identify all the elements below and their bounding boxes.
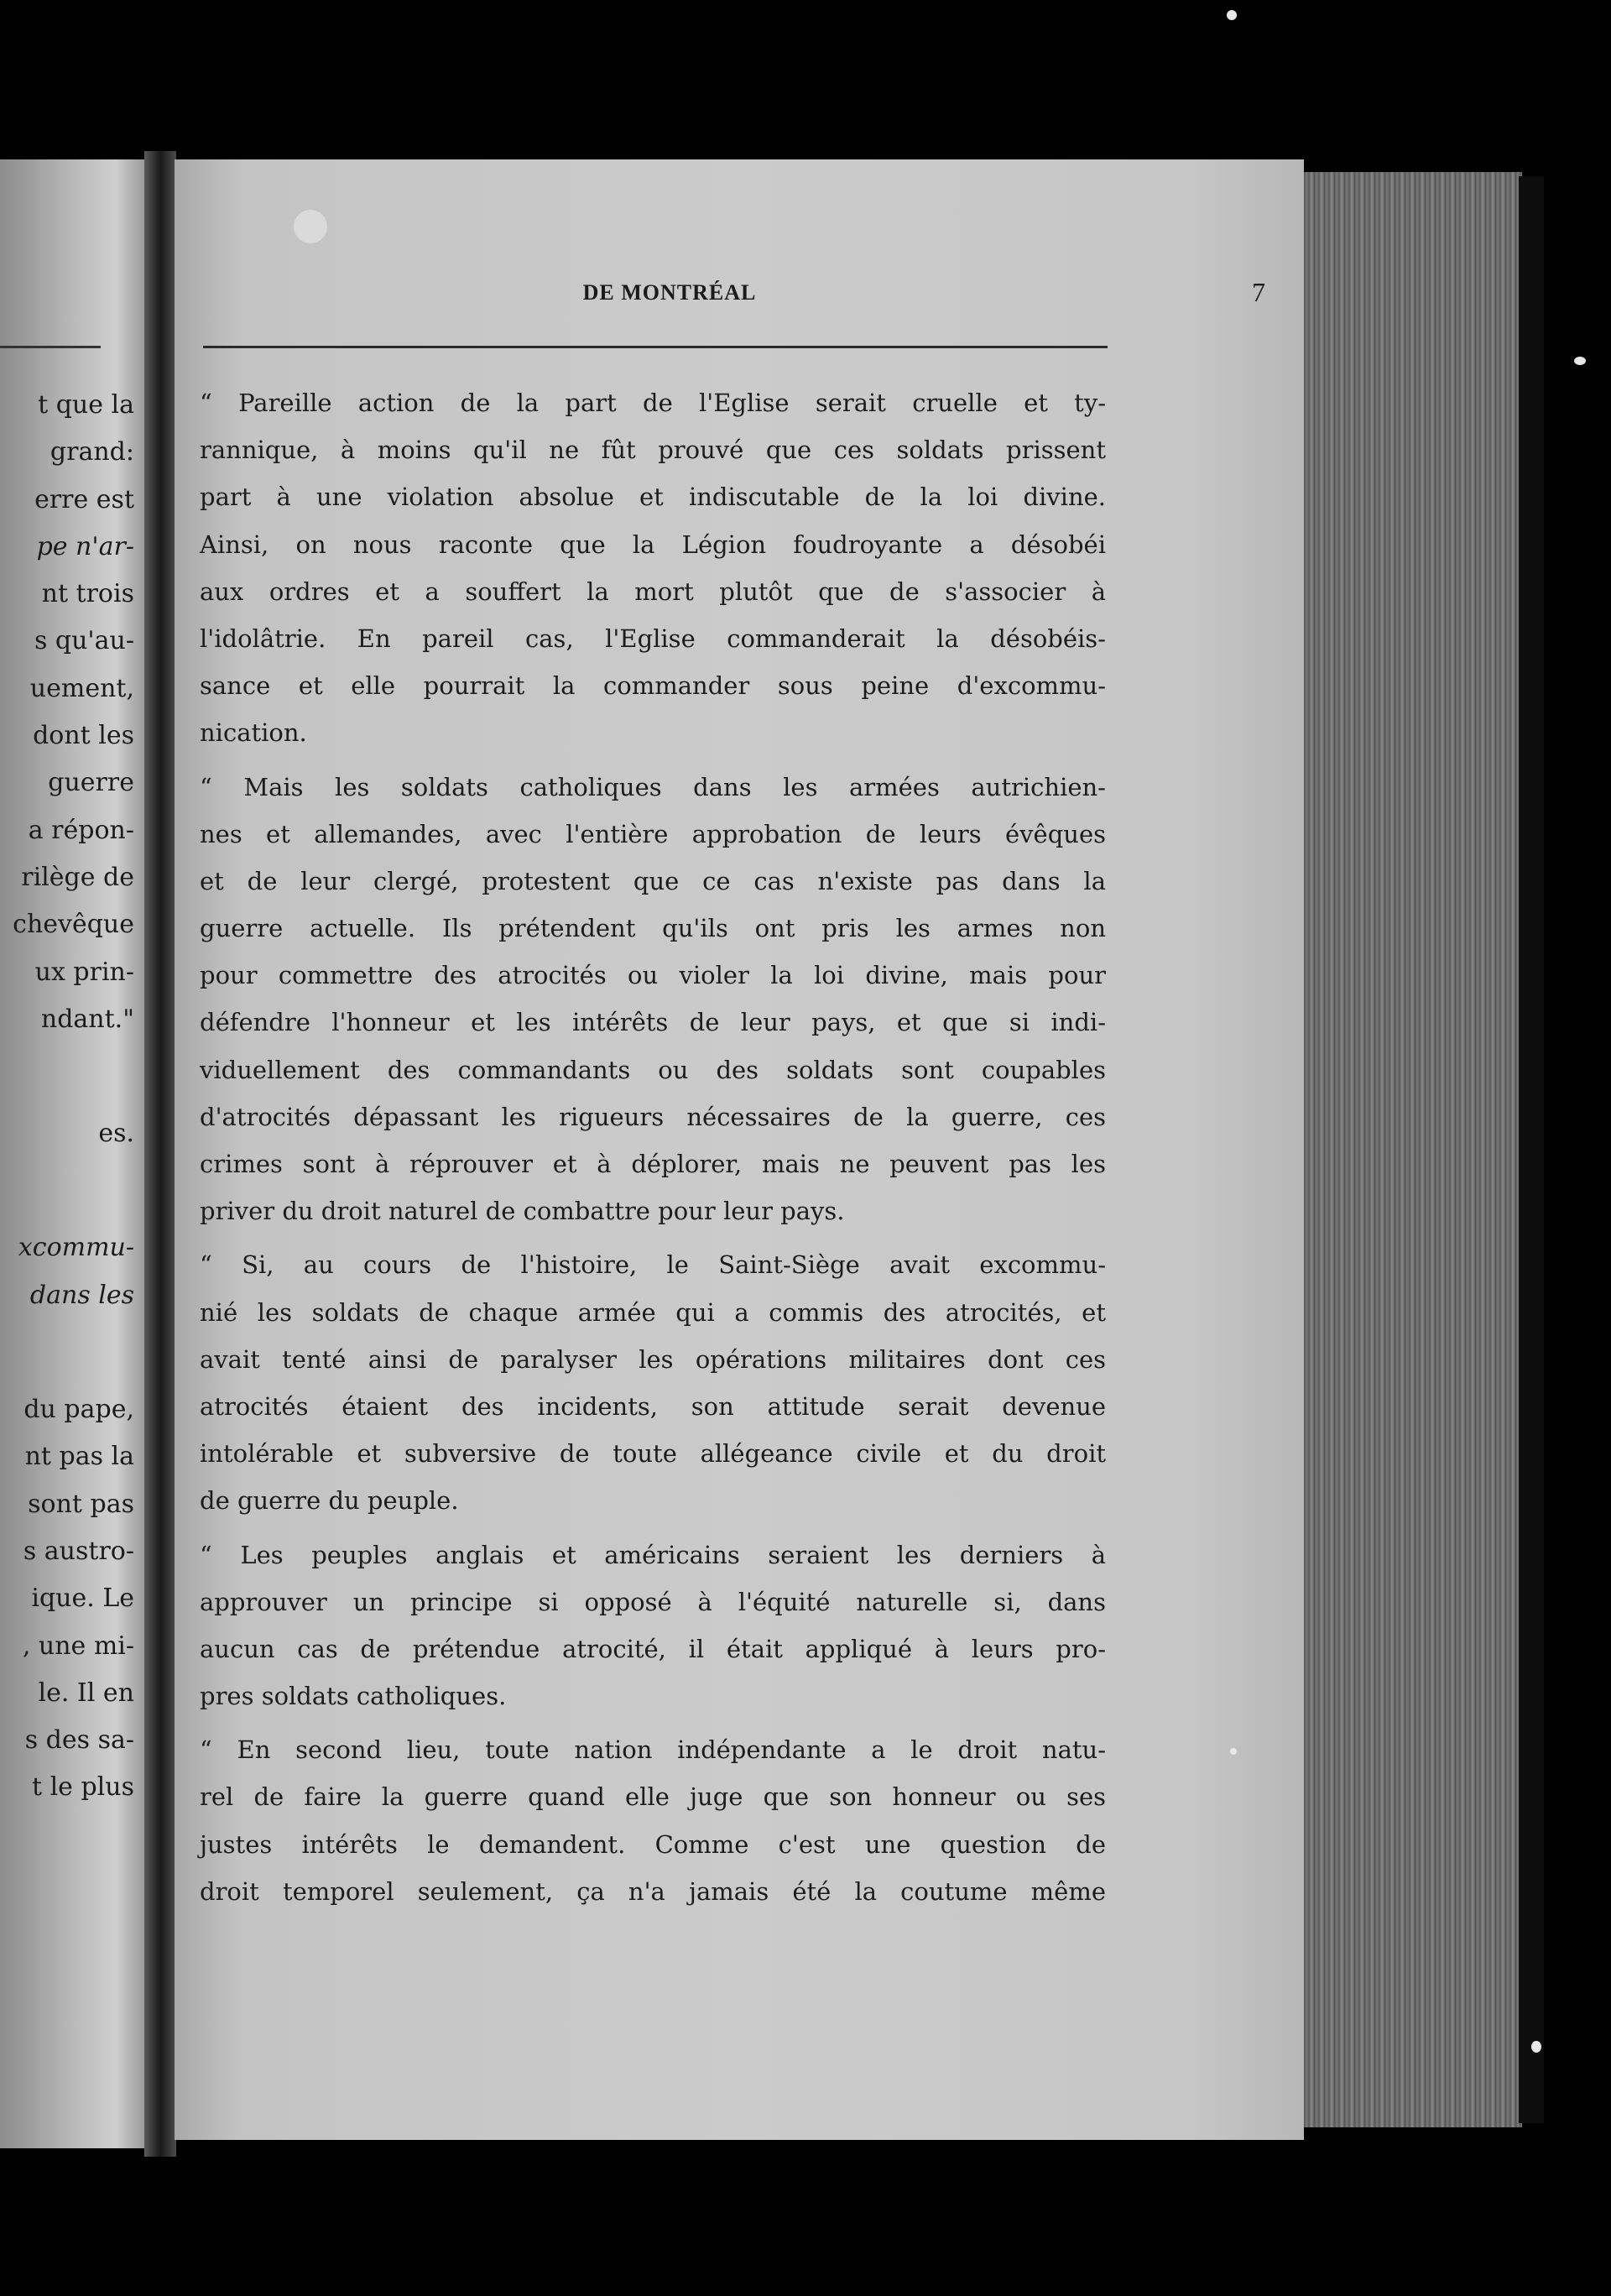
body-text xyxy=(200,379,1106,1915)
text-line: d'atrocités dépassant les rigueurs nécessaires de la guerre, ces xyxy=(200,1102,1106,1131)
text-line: nication. xyxy=(200,718,307,748)
text-line: aucun cas de prétendue atrocité, il était appliqué à leurs pro- xyxy=(200,1634,1106,1663)
text-line: approuver un principe si opposé à l'équité naturelle si, dans xyxy=(200,1587,1106,1616)
facing-page-line: xcommu- xyxy=(18,1233,134,1263)
text-line: défendre l'honneur et les intérêts de leur pays, et que si indi- xyxy=(200,1008,1106,1037)
running-head xyxy=(208,277,1282,310)
facing-page-line: chevêque xyxy=(13,910,134,940)
paragraph xyxy=(200,379,1106,757)
facing-page-line: sont pas xyxy=(28,1489,134,1519)
facing-page-line xyxy=(0,1043,134,1110)
text-line: “ En second lieu, toute nation indépendante a le droit natu- xyxy=(200,1735,1106,1765)
text-line: part à une violation absolue et indiscutable de la loi divine. xyxy=(200,483,1106,512)
header-rule xyxy=(203,346,1108,348)
text-line: atrocités étaient des incidents, son attitude serait devenue xyxy=(200,1391,1106,1421)
facing-page-rule xyxy=(0,346,101,348)
facing-page-line: nt trois xyxy=(41,579,134,609)
facing-page-line: s qu'au- xyxy=(34,626,134,656)
text-line: “ Si, au cours de l'histoire, le Saint-Siège avait excommu- xyxy=(200,1250,1106,1280)
facing-page-line: erre est xyxy=(34,484,134,514)
facing-page-line: uement, xyxy=(29,673,134,703)
text-line: “ Les peuples anglais et américains seraient les derniers à xyxy=(200,1540,1106,1569)
facing-page-fragment xyxy=(0,159,144,2148)
book-edge-shadow xyxy=(1519,176,1544,2123)
facing-page-line: s austro- xyxy=(23,1536,134,1566)
facing-page-line: le. Il en xyxy=(38,1678,134,1708)
text-line: droit temporel seulement, ça n'a jamais été la coutume même xyxy=(200,1876,1106,1906)
facing-page-line: ique. Le xyxy=(31,1584,134,1614)
text-line: viduellement des commandants ou des soldats sont coupables xyxy=(200,1055,1106,1084)
paragraph xyxy=(200,1726,1106,1915)
facing-page-line: pe n'ar- xyxy=(36,531,134,561)
paragraph xyxy=(200,1241,1106,1524)
facing-page-line: es. xyxy=(98,1119,134,1149)
text-line: intolérable et subversive de toute allégeance civile et du droit xyxy=(200,1439,1106,1469)
book-gutter xyxy=(144,151,176,2157)
text-line: et de leur clergé, protestent que ce cas n'existe pas dans la xyxy=(200,866,1106,895)
running-title: DE MONTRÉAL xyxy=(582,280,757,305)
text-line: “ Mais les soldats catholiques dans les armées autrichien- xyxy=(200,772,1106,801)
facing-page-line: rilège de xyxy=(21,862,134,892)
facing-page-line xyxy=(0,1319,134,1386)
dust-speck xyxy=(1230,1748,1237,1755)
page-number: 7 xyxy=(1252,277,1265,307)
facing-page-line: nt pas la xyxy=(24,1442,134,1472)
page-edges-stack xyxy=(1304,172,1522,2127)
text-line: sance et elle pourrait la commander sous peine d'excommu- xyxy=(200,671,1106,701)
dust-speck xyxy=(1227,10,1237,20)
facing-page-line: dans les xyxy=(29,1280,134,1310)
facing-page-line: t le plus xyxy=(32,1772,134,1803)
text-line: aux ordres et a souffert la mort plutôt que de s'associer à xyxy=(200,577,1106,606)
text-line: de guerre du peuple. xyxy=(200,1486,459,1516)
text-line: rel de faire la guerre quand elle juge que son honneur ou ses xyxy=(200,1782,1106,1812)
paragraph xyxy=(200,1532,1106,1720)
paragraph xyxy=(200,764,1106,1235)
facing-page-line: guerre xyxy=(48,768,134,798)
text-line: nié les soldats de chaque armée qui a commis des atrocités, et xyxy=(200,1297,1106,1327)
book-page xyxy=(175,159,1304,2140)
text-line: pour commettre des atrocités ou violer la loi divine, mais pour xyxy=(200,961,1106,990)
dust-speck xyxy=(294,210,327,243)
text-line: pres soldats catholiques. xyxy=(200,1682,507,1711)
facing-page-line: dont les xyxy=(33,721,134,751)
facing-page-line: grand: xyxy=(50,437,134,467)
facing-page-text xyxy=(0,382,134,1812)
text-line: guerre actuelle. Ils prétendent qu'ils ont pris les armes non xyxy=(200,914,1106,943)
facing-page-line: du pape, xyxy=(23,1395,134,1425)
dust-speck xyxy=(1574,357,1586,365)
facing-page-line: t que la xyxy=(38,390,134,420)
text-line: “ Pareille action de la part de l'Eglise serait cruelle et ty- xyxy=(200,389,1106,417)
text-line: avait tenté ainsi de paralyser les opérations militaires dont ces xyxy=(200,1344,1106,1374)
facing-page-line: a répon- xyxy=(28,815,134,845)
text-line: crimes sont à réprouver et à déplorer, mais ne peuvent pas les xyxy=(200,1150,1106,1178)
facing-page-line: ndant." xyxy=(40,1004,134,1034)
text-line: rannique, à moins qu'il ne fût prouvé que ces soldats prissent xyxy=(200,436,1106,465)
facing-page-line xyxy=(0,1157,134,1224)
text-line: nes et allemandes, avec l'entière approbation de leurs évêques xyxy=(200,819,1106,848)
text-line: l'idolâtrie. En pareil cas, l'Eglise commanderait la désobéis- xyxy=(200,624,1106,653)
text-line: justes intérêts le demandent. Comme c'est une question de xyxy=(200,1829,1106,1859)
facing-page-line: s des sa- xyxy=(24,1725,134,1756)
facing-page-line: , une mi- xyxy=(22,1631,134,1661)
facing-page-line: ux prin- xyxy=(34,957,134,987)
text-line: priver du droit naturel de combattre pour leur pays. xyxy=(200,1197,845,1226)
text-line: Ainsi, on nous raconte que la Légion foudroyante a désobéi xyxy=(200,530,1106,559)
dust-speck xyxy=(1531,2041,1541,2053)
